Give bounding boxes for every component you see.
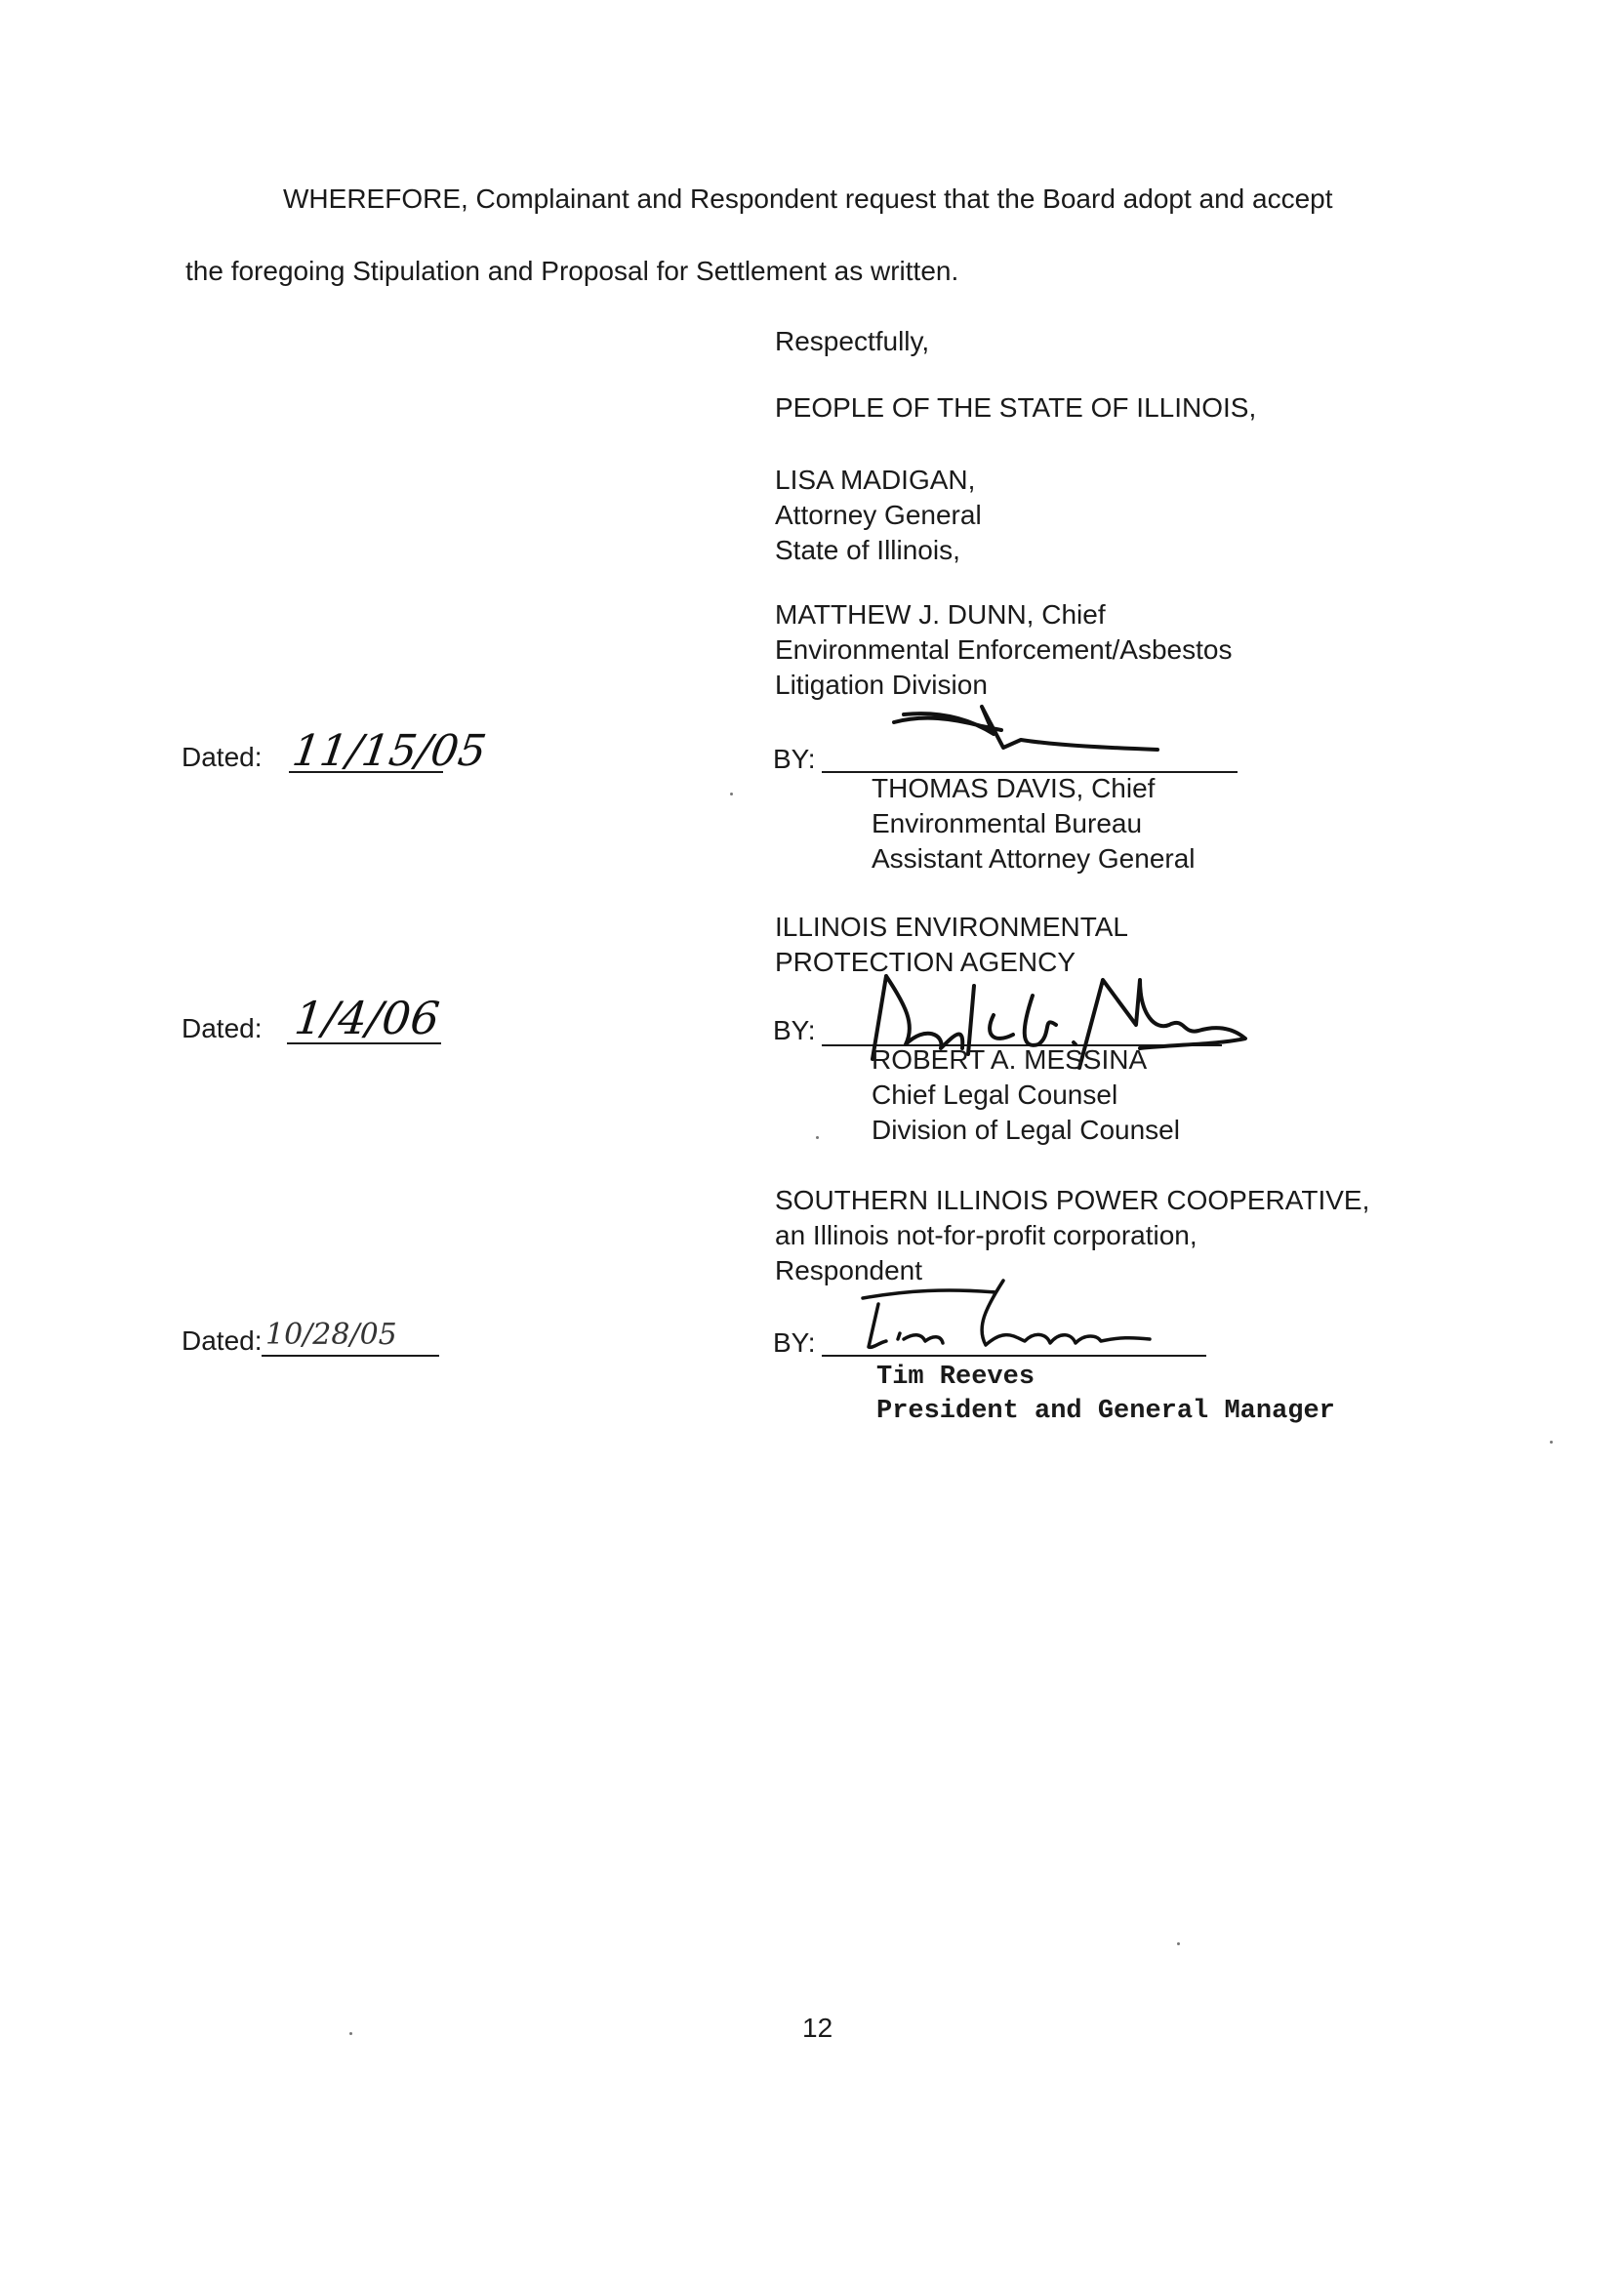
signer-2-line-1: ROBERT A. MESSINA [872,1044,1148,1075]
division-line-2: Environmental Enforcement/Asbestos [775,634,1233,665]
scan-speck [1177,1942,1180,1945]
org-2-line-1: ILLINOIS ENVIRONMENTAL [775,912,1129,942]
ag-name: LISA MADIGAN, [775,465,976,495]
paragraph-line-2: the foregoing Stipulation and Proposal for Settlement as written. [185,256,959,286]
signer-1-line-2: Environmental Bureau [872,808,1143,838]
people-line: PEOPLE OF THE STATE OF ILLINOIS, [775,392,1257,423]
org-3-line-1: SOUTHERN ILLINOIS POWER COOPERATIVE, [775,1185,1370,1215]
scan-speck [816,1136,819,1139]
ag-state: State of Illinois, [775,535,960,565]
closing: Respectfully, [775,326,930,356]
org-3-line-3: Respondent [775,1255,923,1285]
scan-speck [349,2032,352,2035]
scan-speck [1550,1441,1553,1444]
dated-label-3: Dated: [182,1325,263,1356]
division-chief: MATTHEW J. DUNN, Chief [775,599,1106,630]
division-line-3: Litigation Division [775,670,988,700]
org-3-line-2: an Illinois not-for-profit corporation, [775,1220,1198,1250]
dated-label-2: Dated: [182,1013,263,1043]
signature-reeves [839,1269,1171,1357]
signer-2-line-3: Division of Legal Counsel [872,1115,1180,1145]
attorney-general-block [775,463,982,568]
by-label-1: BY: [773,744,816,774]
dated-label-1: Dated: [182,742,263,772]
paragraph-line-1: WHEREFORE, Complainant and Respondent request that the Board adopt and accept [283,183,1333,214]
date-line-3 [262,1355,439,1357]
org-2-line-2: PROTECTION AGENCY [775,947,1076,977]
signer-1-line-3: Assistant Attorney General [872,843,1196,874]
signer-block-1 [872,771,1196,876]
by-label-2: BY: [773,1015,816,1045]
handwritten-date-3: 10/28/05 [265,1318,397,1352]
signer-block-3 [876,1361,1335,1429]
scan-speck [730,793,733,795]
signer-2-line-2: Chief Legal Counsel [872,1080,1118,1110]
signer-3-line-1: Tim Reeves [876,1363,1035,1392]
signer-3-line-2: President and General Manager [876,1397,1335,1426]
division-block [775,597,1232,703]
signer-1-line-1: THOMAS DAVIS, Chief [872,773,1156,803]
handwritten-date-1: 11/15/05 [289,726,490,776]
by-label-3: BY: [773,1327,816,1358]
handwritten-date-2: 1/4/06 [292,992,442,1044]
page-number: 12 [802,2013,833,2043]
signature-davis [884,701,1177,759]
ag-title: Attorney General [775,500,982,530]
signer-block-2 [872,1042,1180,1148]
